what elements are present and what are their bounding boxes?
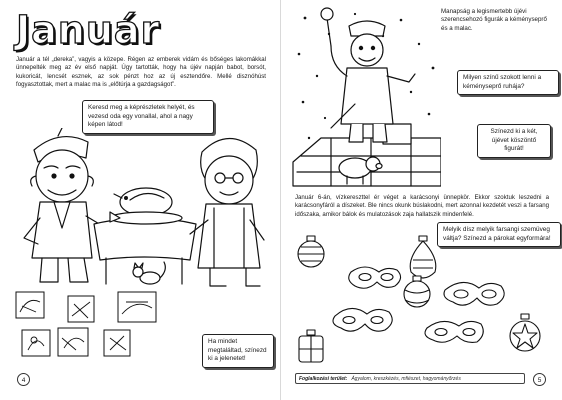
- callout-color-figures: Színezd ki a két, újévet köszöntő figurát!: [477, 124, 551, 158]
- callout-find-details: Keresd meg a képrészletek helyét, és vezesd oda egy vonallal, ahol a nagy képen látod!: [82, 100, 214, 134]
- page-number-right: 5: [533, 373, 546, 386]
- right-page: [281, 0, 562, 400]
- footer-label: Foglalkozási terület:: [299, 376, 348, 382]
- page-number-left: 4: [17, 373, 30, 386]
- chimney-sweep-illustration: [291, 6, 441, 192]
- detail-tiles: [14, 288, 164, 370]
- caption-sweep-and-pig: Manapság a legismertebb újévi szerencsehozó figurák a kéményseprő és a malac.: [441, 8, 549, 33]
- callout-match-masks: Melyik dísz melyik farsangi szemüveg váltja? Színezd a párokat egyformára!: [437, 222, 561, 247]
- footer-topics-text: Ágyalom, kreszkézés, mfiészet, hagyományőrzés: [351, 376, 461, 382]
- intro-paragraph: Január a tél „dereka”, vagyis a közepe. Régen az emberek vidám és bőséges lakomákkal ünnepelték meg az év első napját. Úgy tartották, hogy ha újév napján babot, borsót, kukoricát, lencsét esznek, az sok pénzt hoz az új esztendőre. Mellé disznóhúst fogyasztottak, mert a malac ma is „előtúrja a gazdagságot”.: [16, 56, 266, 88]
- callout-color-scene: Ha mindet megtaláltad, színezd ki a jelenetet!: [202, 334, 274, 368]
- footer-topics: [295, 373, 525, 384]
- page-title: Január: [16, 8, 161, 52]
- epiphany-paragraph: Január 6-án, vízkereszttel ér véget a karácsonyi ünnepkör. Ekkor szoktuk leszedni a karácsonyfáról a díszeket. Ble nincs okunk búslakodni, mert azonnal kezdetét veszi a farsang időszaka, amikor bálok és mulatozások zaja hallatszik mindenfelé.: [295, 194, 549, 218]
- grandparents-table-illustration: [14, 128, 268, 290]
- ornaments-and-masks: [295, 232, 553, 372]
- callout-sweep-color-question: Milyen színű szokott lenni a kéményseprő ruhája?: [457, 70, 559, 95]
